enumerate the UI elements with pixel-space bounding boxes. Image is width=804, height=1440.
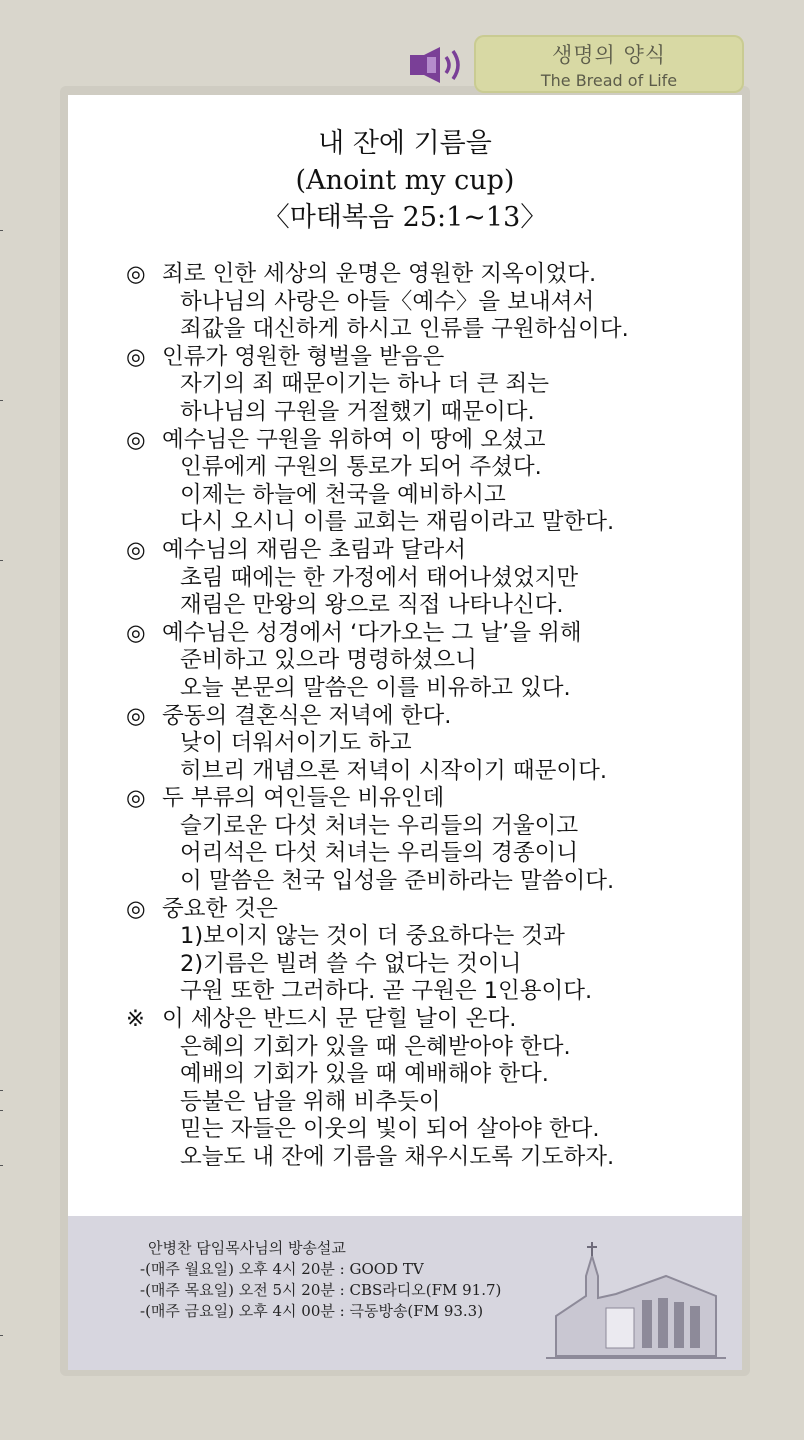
section-line: 예배의 기회가 있을 때 예배해야 한다. <box>180 1061 549 1088</box>
title-english: (Anoint my cup) <box>295 165 515 196</box>
reference-mark-icon: ※ <box>126 1006 145 1033</box>
speaker-icon[interactable] <box>408 45 470 85</box>
section-heading <box>126 703 736 731</box>
section-line: 인류에게 구원의 통로가 되어 주셨다. <box>180 454 542 481</box>
edge-mark <box>0 1165 3 1166</box>
sermon-section <box>126 785 736 895</box>
bullseye-bullet-icon: ◎ <box>126 702 146 729</box>
section-line: 죄값을 대신하게 하시고 인류를 구원하심이다. <box>180 316 629 343</box>
edge-mark <box>0 1335 3 1336</box>
broadcast-line: -(매주 목요일) 오전 5시 20분 : CBS라디오(FM 91.7) <box>140 1281 502 1299</box>
section-line: 등불은 남을 위해 비추듯이 <box>180 1088 441 1115</box>
section-heading <box>126 896 736 924</box>
bullseye-bullet-icon: ◎ <box>126 785 146 812</box>
section-line: 구원 또한 그러하다. 곧 구원은 1인용이다. <box>180 978 593 1005</box>
section-heading-text: 중동의 결혼식은 저녁에 한다. <box>162 702 452 729</box>
section-line: 어리석은 다섯 처녀는 우리들의 경종이니 <box>180 840 579 867</box>
title-scripture: 〈마태복음 25:1~13〉 <box>262 202 548 233</box>
section-line: 하나님의 사랑은 아들〈예수〉을 보내셔서 <box>180 288 595 315</box>
section-heading-text: 인류가 영원한 형벌을 받음은 <box>162 343 445 370</box>
bullseye-bullet-icon: ◎ <box>126 426 146 453</box>
edge-mark <box>0 230 3 231</box>
sermon-section <box>126 1006 736 1172</box>
section-line: 히브리 개념으론 저녁이 시작이기 때문이다. <box>180 757 607 784</box>
section-heading-text: 중요한 것은 <box>162 895 278 922</box>
section-heading-text: 이 세상은 반드시 문 닫힐 날이 온다. <box>162 1006 517 1033</box>
section-heading-text: 예수님은 구원을 위하여 이 땅에 오셨고 <box>162 426 546 453</box>
section-line: 초림 때에는 한 가정에서 태어나셨었지만 <box>180 564 579 591</box>
section-line: 오늘 본문의 말씀은 이를 비유하고 있다. <box>180 674 571 701</box>
section-heading <box>126 261 736 289</box>
section-line: 슬기로운 다섯 처녀는 우리들의 거울이고 <box>180 812 579 839</box>
title-korean: 내 잔에 기름을 <box>318 128 492 159</box>
sermon-section <box>126 427 736 537</box>
section-line: 낮이 더워서이기도 하고 <box>180 730 412 757</box>
section-heading <box>126 537 736 565</box>
bullseye-bullet-icon: ◎ <box>126 261 146 287</box>
bullseye-bullet-icon: ◎ <box>126 895 146 922</box>
section-line: 오늘도 내 잔에 기름을 채우시도록 기도하자. <box>180 1144 615 1170</box>
sermon-section <box>126 620 736 703</box>
section-heading <box>126 344 736 372</box>
section-heading-text: 죄로 인한 세상의 운명은 영원한 지옥이었다. <box>162 261 597 287</box>
bullseye-bullet-icon: ◎ <box>126 343 146 370</box>
broadcast-info <box>140 1238 501 1322</box>
section-heading-text: 예수님은 성경에서 ‘다가오는 그 날’을 위해 <box>162 619 582 646</box>
broadcast-line: -(매주 월요일) 오후 4시 20분 : GOOD TV <box>140 1260 424 1278</box>
bread-of-life-badge <box>474 35 744 93</box>
sermon-body <box>126 261 736 1172</box>
bullseye-bullet-icon: ◎ <box>126 619 146 646</box>
broadcast-footer <box>68 1216 742 1370</box>
sermon-title <box>68 125 742 236</box>
broadcast-line: -(매주 금요일) 오후 4시 00분 : 극동방송(FM 93.3) <box>140 1302 484 1320</box>
section-line: 이 말씀은 천국 입성을 준비하라는 말씀이다. <box>180 868 615 895</box>
section-heading <box>126 785 736 813</box>
section-heading <box>126 1006 736 1034</box>
section-heading <box>126 620 736 648</box>
section-line: 1)보이지 않는 것이 더 중요하다는 것과 <box>180 923 565 950</box>
church-illustration <box>546 1236 726 1364</box>
sermon-card <box>68 95 742 1370</box>
edge-mark <box>0 400 3 401</box>
sermon-section <box>126 537 736 620</box>
section-line: 자기의 죄 때문이기는 하나 더 큰 죄는 <box>180 371 549 398</box>
section-line: 2)기름은 빌려 쓸 수 없다는 것이니 <box>180 950 522 977</box>
section-line: 준비하고 있으라 명령하셨으니 <box>180 647 477 674</box>
edge-mark <box>0 560 3 561</box>
section-line: 다시 오시니 이를 교회는 재림이라고 말한다. <box>180 509 615 536</box>
sermon-section <box>126 703 736 786</box>
broadcast-heading: 안병찬 담임목사님의 방송설교 <box>148 1239 346 1257</box>
section-line: 하나님의 구원을 거절했기 때문이다. <box>180 398 535 425</box>
section-line: 은혜의 기회가 있을 때 은혜받아야 한다. <box>180 1033 571 1060</box>
section-heading-text: 예수님의 재림은 초림과 달라서 <box>162 536 467 563</box>
section-line: 재림은 만왕의 왕으로 직접 나타나신다. <box>180 592 564 619</box>
section-heading-text: 두 부류의 여인들은 비유인데 <box>162 785 445 812</box>
sermon-section <box>126 896 736 1006</box>
bullseye-bullet-icon: ◎ <box>126 536 146 563</box>
section-line: 이제는 하늘에 천국을 예비하시고 <box>180 481 506 508</box>
edge-mark <box>0 1090 3 1091</box>
section-heading <box>126 427 736 455</box>
badge-english-title: The Bread of Life <box>540 71 678 90</box>
sermon-section <box>126 344 736 427</box>
section-line: 믿는 자들은 이웃의 빛이 되어 살아야 한다. <box>180 1116 600 1143</box>
sermon-section <box>126 261 736 344</box>
badge-korean-title: 생명의 양식 <box>551 43 667 67</box>
edge-mark <box>0 1110 3 1111</box>
